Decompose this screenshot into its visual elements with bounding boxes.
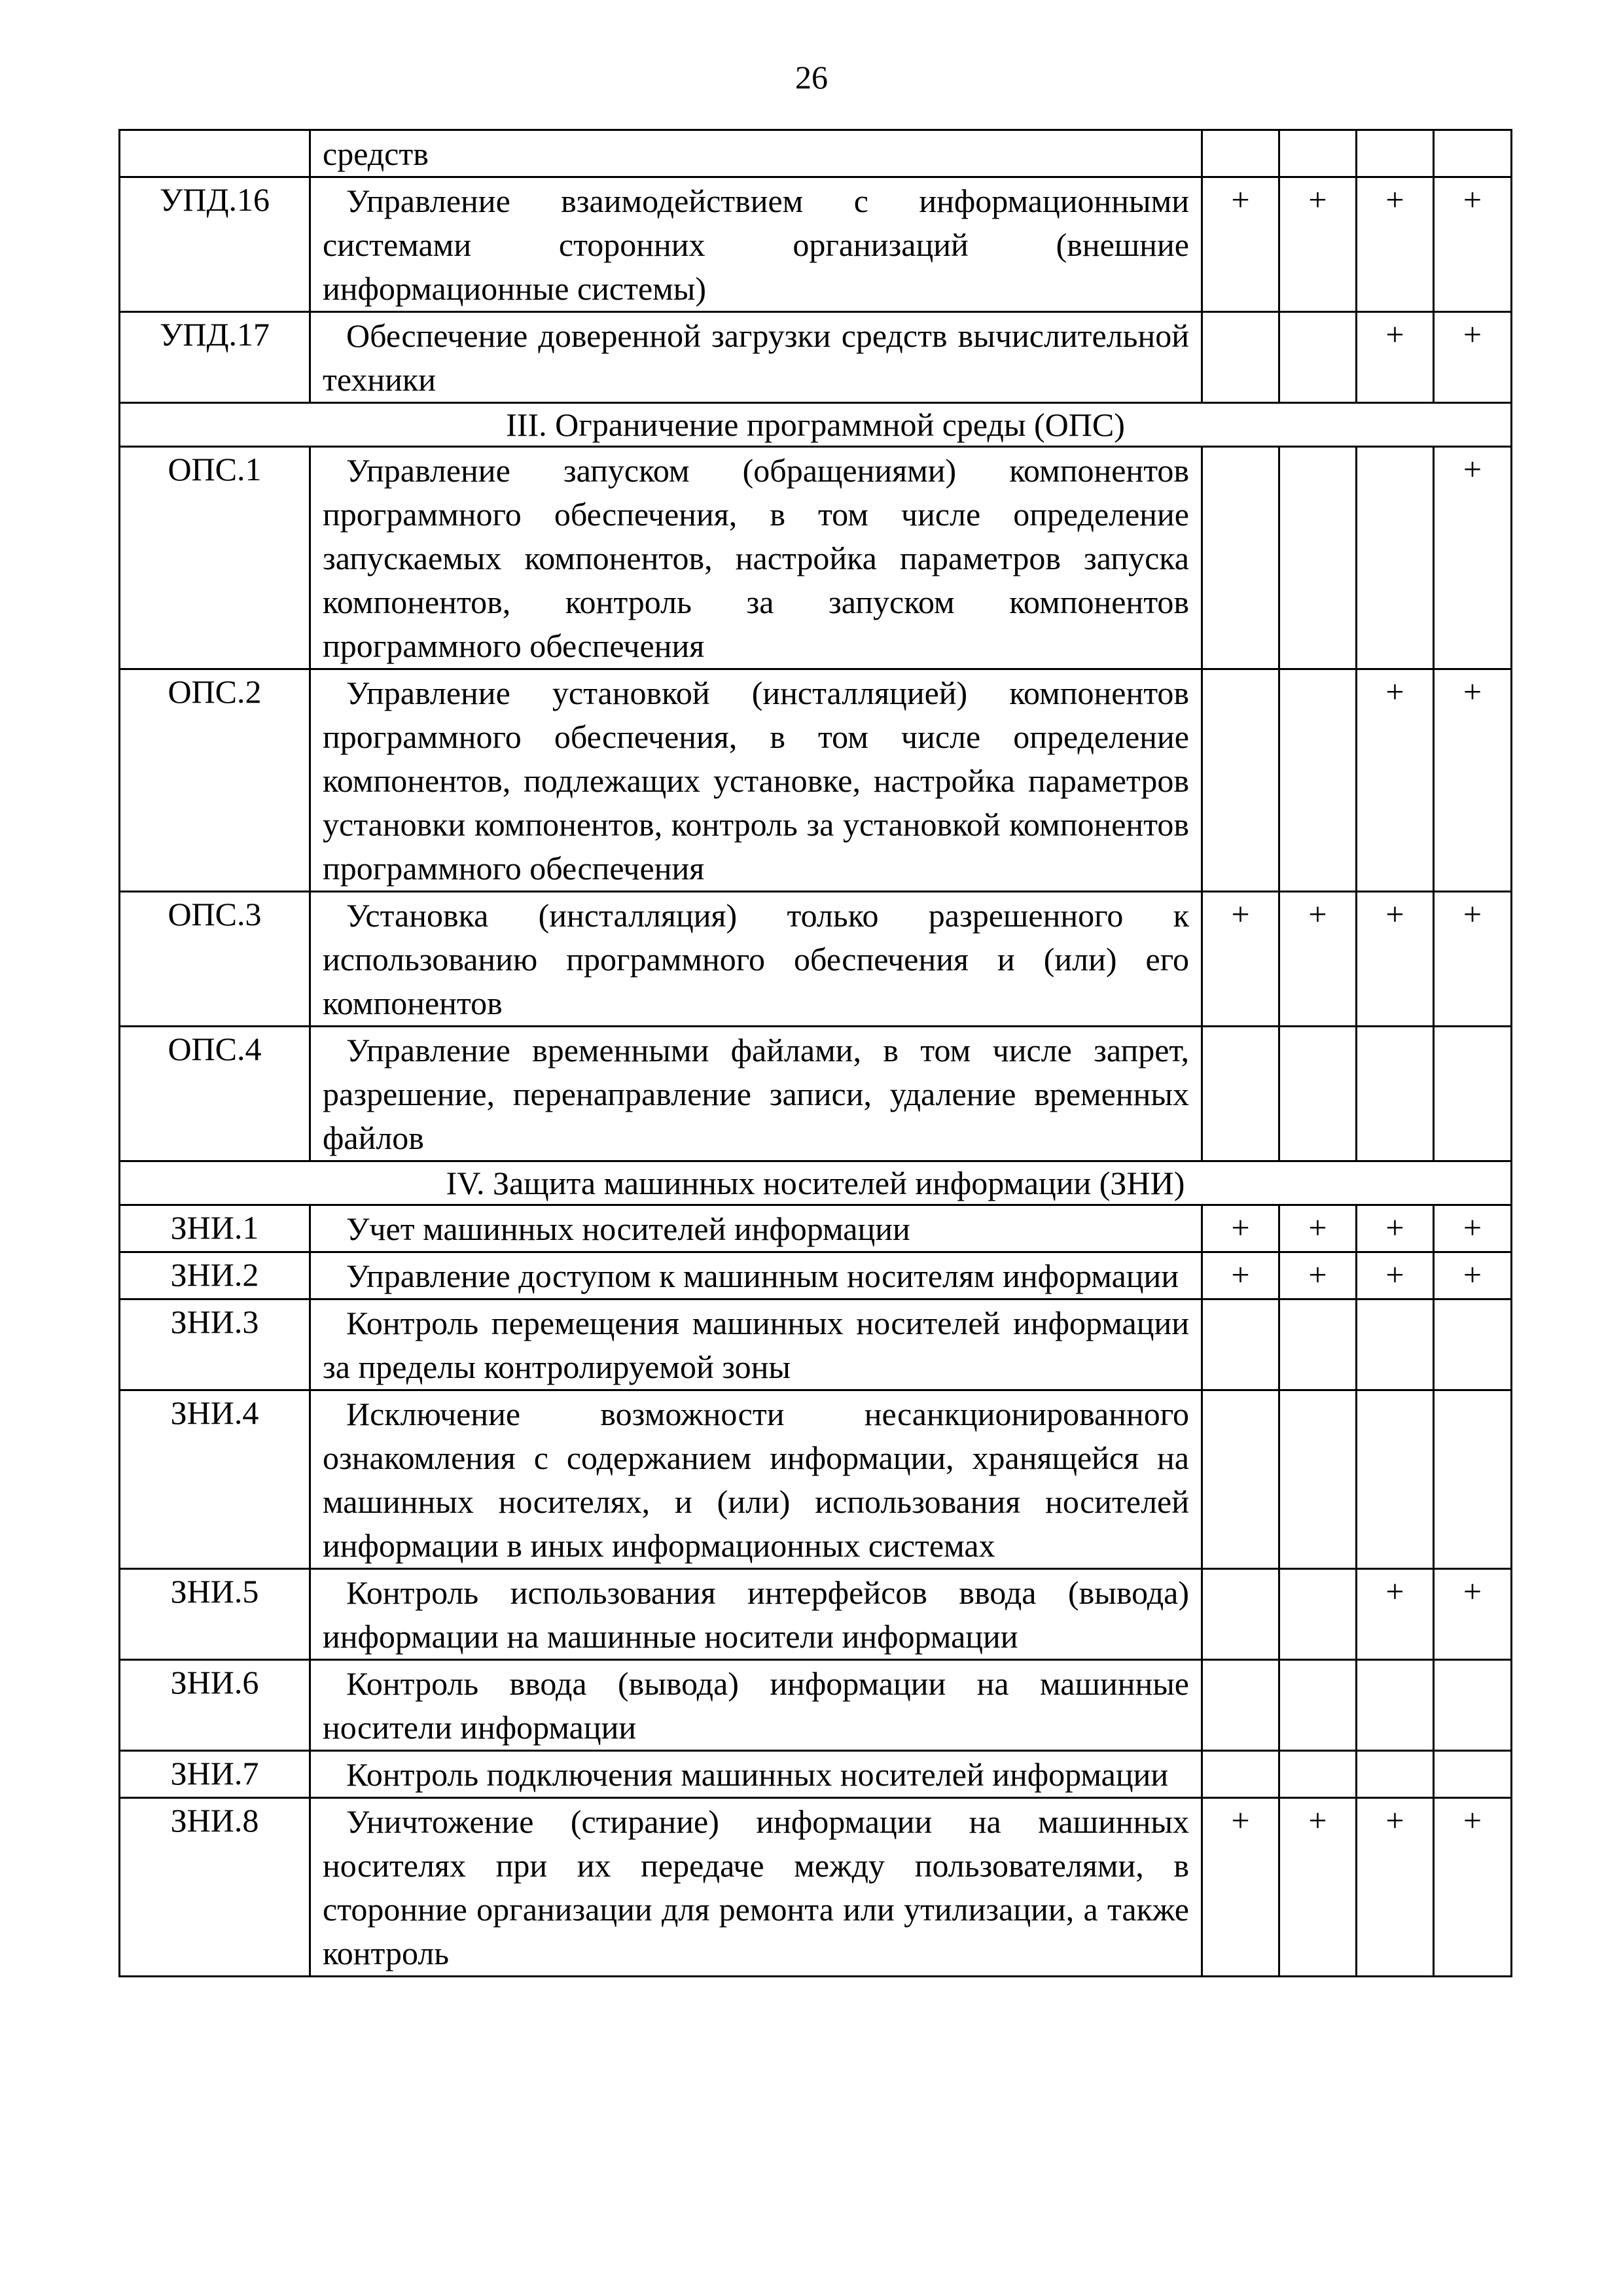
level-mark: + [1202,892,1279,1027]
measure-code: ОПС.1 [120,447,310,669]
measure-row [120,1205,1512,1252]
section-title: III. Ограничение программной среды (ОПС) [120,403,1512,447]
level-mark [1279,1299,1357,1390]
level-mark: + [1357,1252,1434,1299]
measure-description-text: Исключение возможности несанкционированного ознакомления с содержанием информации, хранящейся на машинных носителях, и (или) использования носителей информации в иных информационных системах [323,1396,1189,1564]
measure-code: УПД.17 [120,312,310,403]
measure-description [310,1252,1202,1299]
level-mark [1357,1390,1434,1569]
level-mark [1434,1751,1512,1798]
measure-description [310,1390,1202,1569]
measure-description-text: Управление временными файлами, в том числе запрет, разрешение, перенаправление записи, удаление временных файлов [323,1032,1189,1156]
level-mark [1202,669,1279,892]
level-mark: + [1434,669,1512,892]
measure-row [120,1299,1512,1390]
level-mark: + [1434,892,1512,1027]
level-mark: + [1202,1798,1279,1977]
measure-row [120,1798,1512,1977]
measure-description-text: Контроль подключения машинных носителей информации [346,1756,1169,1793]
level-mark: + [1202,177,1279,312]
measure-code: УПД.16 [120,177,310,312]
level-mark: + [1357,1569,1434,1660]
level-mark [1202,1299,1279,1390]
level-mark [1279,130,1357,177]
measure-code: ЗНИ.5 [120,1569,310,1660]
measure-row [120,892,1512,1027]
measure-row [120,1027,1512,1161]
level-mark [1357,130,1434,177]
level-mark: + [1279,1798,1357,1977]
section-header-row [120,403,1512,447]
measure-description [310,1205,1202,1252]
level-mark: + [1357,669,1434,892]
level-mark: + [1279,1205,1357,1252]
measure-row [120,130,1512,177]
page-number: 26 [795,59,828,96]
measure-description [310,447,1202,669]
level-mark: + [1434,1205,1512,1252]
measure-code: ЗНИ.6 [120,1660,310,1751]
measure-description [310,1660,1202,1751]
measure-code: ЗНИ.8 [120,1798,310,1977]
measure-description-text: средств [323,135,429,172]
level-mark: + [1434,312,1512,403]
level-mark: + [1434,447,1512,669]
level-mark: + [1357,1798,1434,1977]
measure-description [310,1751,1202,1798]
level-mark [1357,1027,1434,1161]
level-mark [1202,1751,1279,1798]
measure-description [310,177,1202,312]
measure-description [310,1299,1202,1390]
measure-description [310,1569,1202,1660]
level-mark [1279,1569,1357,1660]
level-mark: + [1357,892,1434,1027]
level-mark: + [1357,177,1434,312]
measure-description-text: Управление установкой (инсталляцией) компонентов программного обеспечения, в том числе определение компонентов, подлежащих установке, настройка параметров установки компонентов, контроль за установкой компонентов программного обеспечения [323,675,1189,887]
measure-row [120,447,1512,669]
measure-code: ЗНИ.1 [120,1205,310,1252]
level-mark [1279,1751,1357,1798]
level-mark [1202,1390,1279,1569]
level-mark [1279,1390,1357,1569]
level-mark: + [1357,312,1434,403]
measure-code: ОПС.2 [120,669,310,892]
measure-code: ОПС.4 [120,1027,310,1161]
measure-description-text: Установка (инсталляция) только разрешенного к использованию программного обеспечения и (или) его компонентов [323,897,1189,1021]
measure-description [310,892,1202,1027]
measure-row [120,177,1512,312]
measure-row [120,1252,1512,1299]
level-mark [1279,312,1357,403]
level-mark: + [1434,1252,1512,1299]
measure-code: ЗНИ.4 [120,1390,310,1569]
measure-code: ЗНИ.2 [120,1252,310,1299]
measure-code: ОПС.3 [120,892,310,1027]
level-mark: + [1202,1205,1279,1252]
measure-row [120,1660,1512,1751]
measure-description-text: Контроль перемещения машинных носителей информации за пределы контролируемой зоны [323,1305,1189,1385]
level-mark [1357,1660,1434,1751]
measure-description-text: Управление запуском (обращениями) компонентов программного обеспечения, в том числе определение запускаемых компонентов, настройка параметров запуска компонентов, контроль за запуском компонентов программного обеспечения [323,452,1189,664]
level-mark [1357,1751,1434,1798]
measure-row [120,669,1512,892]
level-mark: + [1279,892,1357,1027]
level-mark [1357,447,1434,669]
level-mark: + [1279,1252,1357,1299]
security-measures-table [118,129,1512,1977]
level-mark [1202,312,1279,403]
measure-description-text: Учет машинных носителей информации [346,1210,910,1247]
level-mark [1202,1569,1279,1660]
section-title: IV. Защита машинных носителей информации (ЗНИ) [120,1161,1512,1205]
level-mark [1434,1390,1512,1569]
measure-code [120,130,310,177]
level-mark [1202,1660,1279,1751]
level-mark: + [1434,1798,1512,1977]
measure-description [310,312,1202,403]
level-mark [1434,1299,1512,1390]
measure-description [310,1027,1202,1161]
measure-code: ЗНИ.3 [120,1299,310,1390]
level-mark [1279,669,1357,892]
section-header-row [120,1161,1512,1205]
level-mark: + [1434,177,1512,312]
measure-description [310,669,1202,892]
level-mark [1202,130,1279,177]
level-mark [1202,1027,1279,1161]
level-mark: + [1357,1205,1434,1252]
measure-description [310,1798,1202,1977]
measure-description [310,130,1202,177]
measure-row [120,312,1512,403]
level-mark [1279,1027,1357,1161]
level-mark [1202,447,1279,669]
measure-row [120,1751,1512,1798]
level-mark [1434,130,1512,177]
measure-row [120,1390,1512,1569]
measure-description-text: Уничтожение (стирание) информации на машинных носителях при их передаче между пользователями, в сторонние организации для ремонта или утилизации, а также контроль [323,1803,1189,1971]
level-mark [1434,1027,1512,1161]
level-mark [1279,447,1357,669]
measure-code: ЗНИ.7 [120,1751,310,1798]
measure-description-text: Управление доступом к машинным носителям информации [346,1258,1179,1294]
measure-row [120,1569,1512,1660]
measure-description-text: Контроль использования интерфейсов ввода (вывода) информации на машинные носители информации [323,1574,1189,1655]
level-mark: + [1202,1252,1279,1299]
measure-description-text: Управление взаимодействием с информационными системами сторонних организаций (внешние информационные системы) [323,183,1189,307]
measure-description-text: Контроль ввода (вывода) информации на машинные носители информации [323,1665,1189,1746]
level-mark: + [1434,1569,1512,1660]
measure-description-text: Обеспечение доверенной загрузки средств вычислительной техники [323,317,1189,398]
level-mark [1279,1660,1357,1751]
level-mark [1357,1299,1434,1390]
level-mark: + [1279,177,1357,312]
level-mark [1434,1660,1512,1751]
